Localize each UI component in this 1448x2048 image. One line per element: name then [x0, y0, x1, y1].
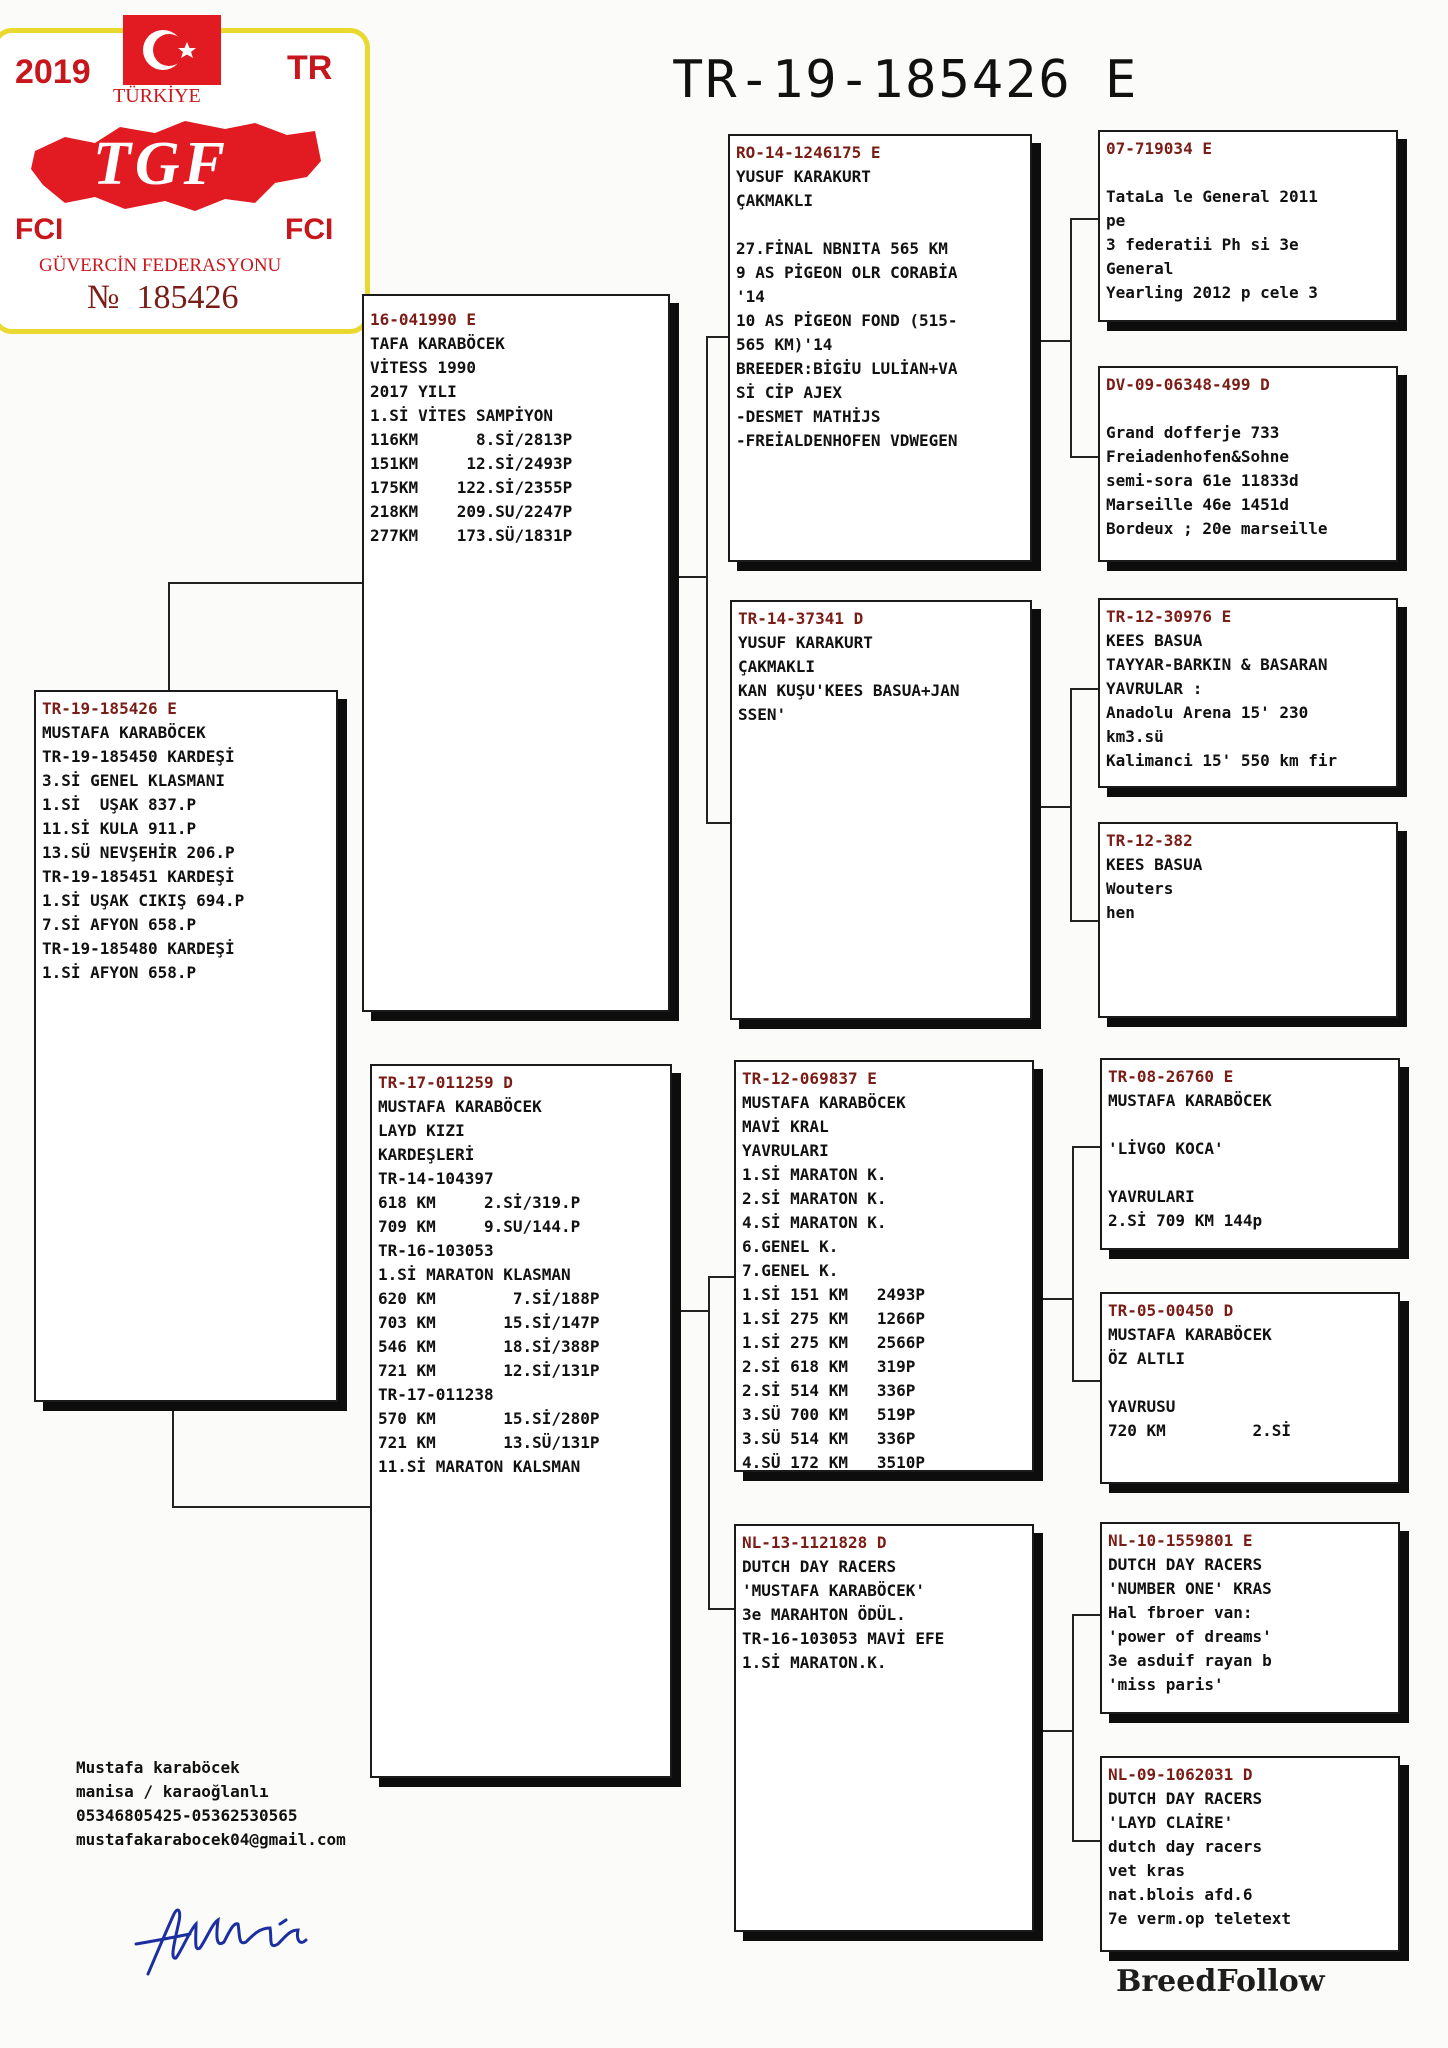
pedigree-line: 3e asduif rayan b: [1108, 1651, 1272, 1670]
pedigree-line: KEES BASUA: [1106, 855, 1203, 874]
pedigree-line: TAFA KARABÖCEK: [370, 334, 505, 353]
pedigree-line: 3.Sİ GENEL KLASMANI: [42, 771, 226, 790]
sire-sire-card: [728, 134, 1032, 562]
pedigree-line: ÖZ ALTLI: [1108, 1349, 1186, 1368]
pedigree-line: Wouters: [1106, 879, 1174, 898]
pedigree-line: '14: [736, 287, 765, 306]
connector-line: [708, 1276, 710, 1610]
pedigree-line: Freiadenhofen&Sohne: [1106, 447, 1290, 466]
pedigree-line: 116KM 8.Sİ/2813P: [370, 430, 573, 449]
pedigree-line: 7.GENEL K.: [742, 1261, 839, 1280]
owner-address: manisa / karaoğlanlı: [76, 1782, 269, 1801]
connector-line: [172, 1506, 372, 1508]
pedigree-line: 7e verm.op teletext: [1108, 1909, 1292, 1928]
pedigree-line: 2.Sİ 618 KM 319P: [742, 1357, 916, 1376]
pedigree-line: YAVRULARI: [742, 1141, 829, 1160]
pedigree-line: TAYYAR-BARKIN & BASARAN: [1106, 655, 1328, 674]
pedigree-line: 'miss paris': [1108, 1675, 1224, 1694]
pedigree-line: DUTCH DAY RACERS: [742, 1557, 897, 1576]
connector-line: [1070, 688, 1072, 922]
pedigree-line: 2.Sİ 514 KM 336P: [742, 1381, 916, 1400]
pedigree-line: 175KM 122.Sİ/2355P: [370, 478, 573, 497]
connector-line: [168, 582, 170, 694]
connector-line: [1034, 1298, 1074, 1300]
pedigree-line: TR-16-103053: [378, 1241, 494, 1260]
pedigree-line: 218KM 209.SU/2247P: [370, 502, 573, 521]
pedigree-line: 1.Sİ UŞAK CIKIŞ 694.P: [42, 891, 245, 910]
pedigree-line: TataLa le General 2011: [1106, 187, 1318, 206]
connector-line: [1070, 218, 1098, 220]
pedigree-line: 618 KM 2.Sİ/319.P: [378, 1193, 581, 1212]
pedigree-line: 1.Sİ MARATON K.: [742, 1165, 887, 1184]
brand-logo: BreedFollow: [1116, 1964, 1325, 1999]
pedigree-line: 11.Sİ MARATON KALSMAN: [378, 1457, 581, 1476]
pedigree-line: TR-14-104397: [378, 1169, 494, 1188]
connector-line: [1032, 340, 1072, 342]
pedigree-line: 721 KM 12.Sİ/131P: [378, 1361, 600, 1380]
pedigree-line: [1106, 397, 1390, 421]
pedigree-line: LAYD KIZI: [378, 1121, 465, 1140]
connector-line: [1072, 1146, 1100, 1148]
ring-number: TR-12-382: [1106, 831, 1193, 850]
pedigree-line: TR-19-185480 KARDEŞİ: [42, 939, 235, 958]
ring-number: NL-13-1121828 D: [742, 1533, 887, 1552]
pedigree-line: [1108, 1371, 1392, 1395]
pedigree-line: 151KM 12.Sİ/2493P: [370, 454, 573, 473]
pedigree-line: 3.SÜ 700 KM 519P: [742, 1405, 916, 1424]
pedigree-line: 6.GENEL K.: [742, 1237, 839, 1256]
pedigree-line: Hal fbroer van:: [1108, 1603, 1253, 1622]
ring-number: TR-12-30976 E: [1106, 607, 1232, 626]
pedigree-line: 9 AS PİGEON OLR CORABİA: [736, 263, 958, 282]
pedigree-line: 4.Sİ MARATON K.: [742, 1213, 887, 1232]
pedigree-line: dutch day racers: [1108, 1837, 1263, 1856]
connector-line: [672, 1310, 710, 1312]
pedigree-line: -DESMET MATHİJS: [736, 407, 881, 426]
pedigree-line: YAVRULARI: [1108, 1187, 1195, 1206]
pedigree-line: Anadolu Arena 15' 230: [1106, 703, 1309, 722]
ring-number: 16-041990 E: [370, 310, 476, 329]
pedigree-line: [736, 213, 1024, 237]
pedigree-line: 1.Sİ MARATON.K.: [742, 1653, 887, 1672]
connector-line: [1070, 688, 1098, 690]
signature: [130, 1900, 340, 1980]
pedigree-line: DUTCH DAY RACERS: [1108, 1555, 1263, 1574]
pedigree-line: ÇAKMAKLI: [738, 657, 816, 676]
connector-line: [168, 582, 364, 584]
pedigree-line: 565 KM)'14: [736, 335, 833, 354]
pedigree-line: MAVİ KRAL: [742, 1117, 829, 1136]
stamp-federation: GÜVERCİN FEDERASYONU: [39, 255, 282, 276]
pedigree-line: SSEN': [738, 705, 787, 724]
pedigree-line: 2.Sİ 709 KM 144p: [1108, 1211, 1263, 1230]
ring-number: TR-12-069837 E: [742, 1069, 877, 1088]
pedigree-line: 620 KM 7.Sİ/188P: [378, 1289, 600, 1308]
pedigree-line: YUSUF KARAKURT: [736, 167, 871, 186]
connector-line: [1072, 1146, 1074, 1382]
dam-sire-card: [734, 1060, 1034, 1472]
owner-name: Mustafa karaböcek: [76, 1758, 240, 1777]
connector-line: [708, 1608, 736, 1610]
dam-sire-sire-card: [1100, 1058, 1400, 1250]
pedigree-line: semi-sora 61e 11833d: [1106, 471, 1299, 490]
pedigree-line: 27.FİNAL NBNITA 565 KM: [736, 239, 948, 258]
pedigree-line: KEES BASUA: [1106, 631, 1203, 650]
sire-sire-dam-card: [1098, 366, 1398, 562]
pedigree-line: Grand dofferje 733: [1106, 423, 1280, 442]
subject-card: [34, 690, 338, 1402]
pedigree-line: KAN KUŞU'KEES BASUA+JAN: [738, 681, 960, 700]
owner-email: mustafakarabocek04@gmail.com: [76, 1830, 346, 1849]
pedigree-line: 'MUSTAFA KARABÖCEK': [742, 1581, 926, 1600]
sire-dam-card: [730, 600, 1032, 1020]
connector-line: [1072, 1614, 1074, 1842]
pedigree-line: 1.Sİ VİTES SAMPİYON: [370, 406, 554, 425]
pedigree-line: 703 KM 15.Sİ/147P: [378, 1313, 600, 1332]
ring-number: NL-10-1559801 E: [1108, 1531, 1253, 1550]
pedigree-line: 277KM 173.SÜ/1831P: [370, 526, 573, 545]
turkish-flag-icon: [123, 15, 221, 85]
connector-line: [1070, 920, 1098, 922]
sire-sire-sire-card: [1098, 130, 1398, 322]
ring-number: TR-17-011259 D: [378, 1073, 513, 1092]
connector-line: [172, 1400, 174, 1508]
ring-number: TR-14-37341 D: [738, 609, 864, 628]
pedigree-line: ÇAKMAKLI: [736, 191, 814, 210]
pedigree-title: TR-19-185426 E: [672, 50, 1139, 110]
pedigree-line: MUSTAFA KARABÖCEK: [378, 1097, 542, 1116]
dam-dam-card: [734, 1524, 1034, 1932]
pedigree-line: 'LAYD CLAİRE': [1108, 1813, 1234, 1832]
stamp-logo: TGF: [93, 130, 229, 198]
connector-line: [1032, 806, 1072, 808]
connector-line: [1070, 218, 1072, 458]
pedigree-line: 1.Sİ MARATON KLASMAN: [378, 1265, 571, 1284]
pedigree-line: KARDEŞLERİ: [378, 1145, 475, 1164]
pedigree-line: 4.SÜ 172 KM 3510P: [742, 1453, 926, 1472]
pedigree-line: TR-19-185451 KARDEŞİ: [42, 867, 235, 886]
pedigree-line: 7.Sİ AFYON 658.P: [42, 915, 197, 934]
pedigree-line: 3.SÜ 514 KM 336P: [742, 1429, 916, 1448]
ring-number: NL-09-1062031 D: [1108, 1765, 1253, 1784]
connector-line: [706, 822, 732, 824]
stamp-country: TÜRKİYE: [113, 85, 201, 107]
pedigree-line: 'LİVGO KOCA': [1108, 1139, 1224, 1158]
dam-sire-dam-card: [1100, 1292, 1400, 1484]
pedigree-line: 2017 YILI: [370, 382, 457, 401]
pedigree-line: MUSTAFA KARABÖCEK: [1108, 1091, 1272, 1110]
owner-phone: 05346805425-05362530565: [76, 1806, 298, 1825]
pedigree-line: BREEDER:BİGİU LULİAN+VA: [736, 359, 958, 378]
stamp-year: 2019: [15, 53, 91, 91]
pedigree-line: YAVRULAR :: [1106, 679, 1203, 698]
pedigree-line: 'power of dreams': [1108, 1627, 1272, 1646]
ring-number: TR-19-185426 E: [42, 699, 177, 718]
stamp-country-code: TR: [287, 49, 333, 87]
ring-number: TR-05-00450 D: [1108, 1301, 1234, 1320]
pedigree-line: vet kras: [1108, 1861, 1186, 1880]
pedigree-line: 546 KM 18.Sİ/388P: [378, 1337, 600, 1356]
pedigree-line: VİTESS 1990: [370, 358, 476, 377]
pedigree-line: 1.Sİ 151 KM 2493P: [742, 1285, 926, 1304]
pedigree-line: [1108, 1113, 1392, 1137]
pedigree-line: TR-17-011238: [378, 1385, 494, 1404]
dam-dam-dam-card: [1100, 1756, 1400, 1952]
pedigree-line: DUTCH DAY RACERS: [1108, 1789, 1263, 1808]
pedigree-line: 720 KM 2.Sİ: [1108, 1421, 1292, 1440]
pedigree-line: 1.Sİ AFYON 658.P: [42, 963, 197, 982]
dam-dam-sire-card: [1100, 1522, 1400, 1714]
owner-contact: [76, 1756, 346, 1852]
connector-line: [1034, 1730, 1074, 1732]
pedigree-line: MUSTAFA KARABÖCEK: [1108, 1325, 1272, 1344]
pedigree-line: 2.Sİ MARATON K.: [742, 1189, 887, 1208]
pedigree-line: hen: [1106, 903, 1135, 922]
connector-line: [1072, 1380, 1100, 1382]
pedigree-line: [1106, 161, 1390, 185]
pedigree-line: 709 KM 9.SU/144.P: [378, 1217, 581, 1236]
pedigree-line: 721 KM 13.SÜ/131P: [378, 1433, 600, 1452]
pedigree-line: 'NUMBER ONE' KRAS: [1108, 1579, 1272, 1598]
pedigree-line: MUSTAFA KARABÖCEK: [42, 723, 206, 742]
connector-line: [1072, 1614, 1100, 1616]
pedigree-line: 10 AS PİGEON FOND (515-: [736, 311, 958, 330]
stamp-fci-left: FCI: [15, 213, 64, 246]
sire-card: [362, 294, 670, 1012]
pedigree-line: km3.sü: [1106, 727, 1164, 746]
ring-number: RO-14-1246175 E: [736, 143, 881, 162]
sire-dam-dam-card: [1098, 822, 1398, 1018]
federation-stamp: [0, 28, 370, 334]
connector-line: [1070, 456, 1098, 458]
ring-number: TR-08-26760 E: [1108, 1067, 1234, 1086]
pedigree-line: TR-19-185450 KARDEŞİ: [42, 747, 235, 766]
pedigree-line: [1108, 1161, 1392, 1185]
pedigree-line: 1.Sİ 275 KM 1266P: [742, 1309, 926, 1328]
pedigree-line: 1.Sİ UŞAK 837.P: [42, 795, 197, 814]
dam-card: [370, 1064, 672, 1778]
pedigree-line: YAVRUSU: [1108, 1397, 1176, 1416]
ring-number: 07-719034 E: [1106, 139, 1212, 158]
pedigree-line: 3 federatii Ph si 3e: [1106, 235, 1299, 254]
pedigree-line: TR-16-103053 MAVİ EFE: [742, 1629, 945, 1648]
pedigree-line: 570 KM 15.Sİ/280P: [378, 1409, 600, 1428]
stamp-number: № 185426: [87, 279, 239, 316]
pedigree-line: Marseille 46e 1451d: [1106, 495, 1290, 514]
pedigree-line: General: [1106, 259, 1174, 278]
pedigree-line: Kalimanci 15' 550 km fir: [1106, 751, 1338, 770]
pedigree-line: 1.Sİ 275 KM 2566P: [742, 1333, 926, 1352]
ring-number: DV-09-06348-499 D: [1106, 375, 1270, 394]
pedigree-line: Bordeux ; 20e marseille: [1106, 519, 1328, 538]
sire-dam-sire-card: [1098, 598, 1398, 788]
pedigree-line: 3e MARAHTON ÖDÜL.: [742, 1605, 906, 1624]
stamp-fci-right: FCI: [285, 213, 334, 246]
connector-line: [706, 336, 708, 824]
pedigree-line: pe: [1106, 211, 1126, 230]
pedigree-line: YUSUF KARAKURT: [738, 633, 873, 652]
connector-line: [1072, 1840, 1100, 1842]
connector-line: [670, 576, 708, 578]
pedigree-line: nat.blois afd.6: [1108, 1885, 1253, 1904]
connector-line: [708, 1276, 736, 1278]
pedigree-line: 13.SÜ NEVŞEHİR 206.P: [42, 843, 235, 862]
pedigree-line: Yearling 2012 p cele 3: [1106, 283, 1318, 302]
pedigree-line: MUSTAFA KARABÖCEK: [742, 1093, 906, 1112]
pedigree-line: Sİ CİP AJEX: [736, 383, 842, 402]
pedigree-line: -FREİALDENHOFEN VDWEGEN: [736, 431, 958, 450]
pedigree-line: 11.Sİ KULA 911.P: [42, 819, 197, 838]
